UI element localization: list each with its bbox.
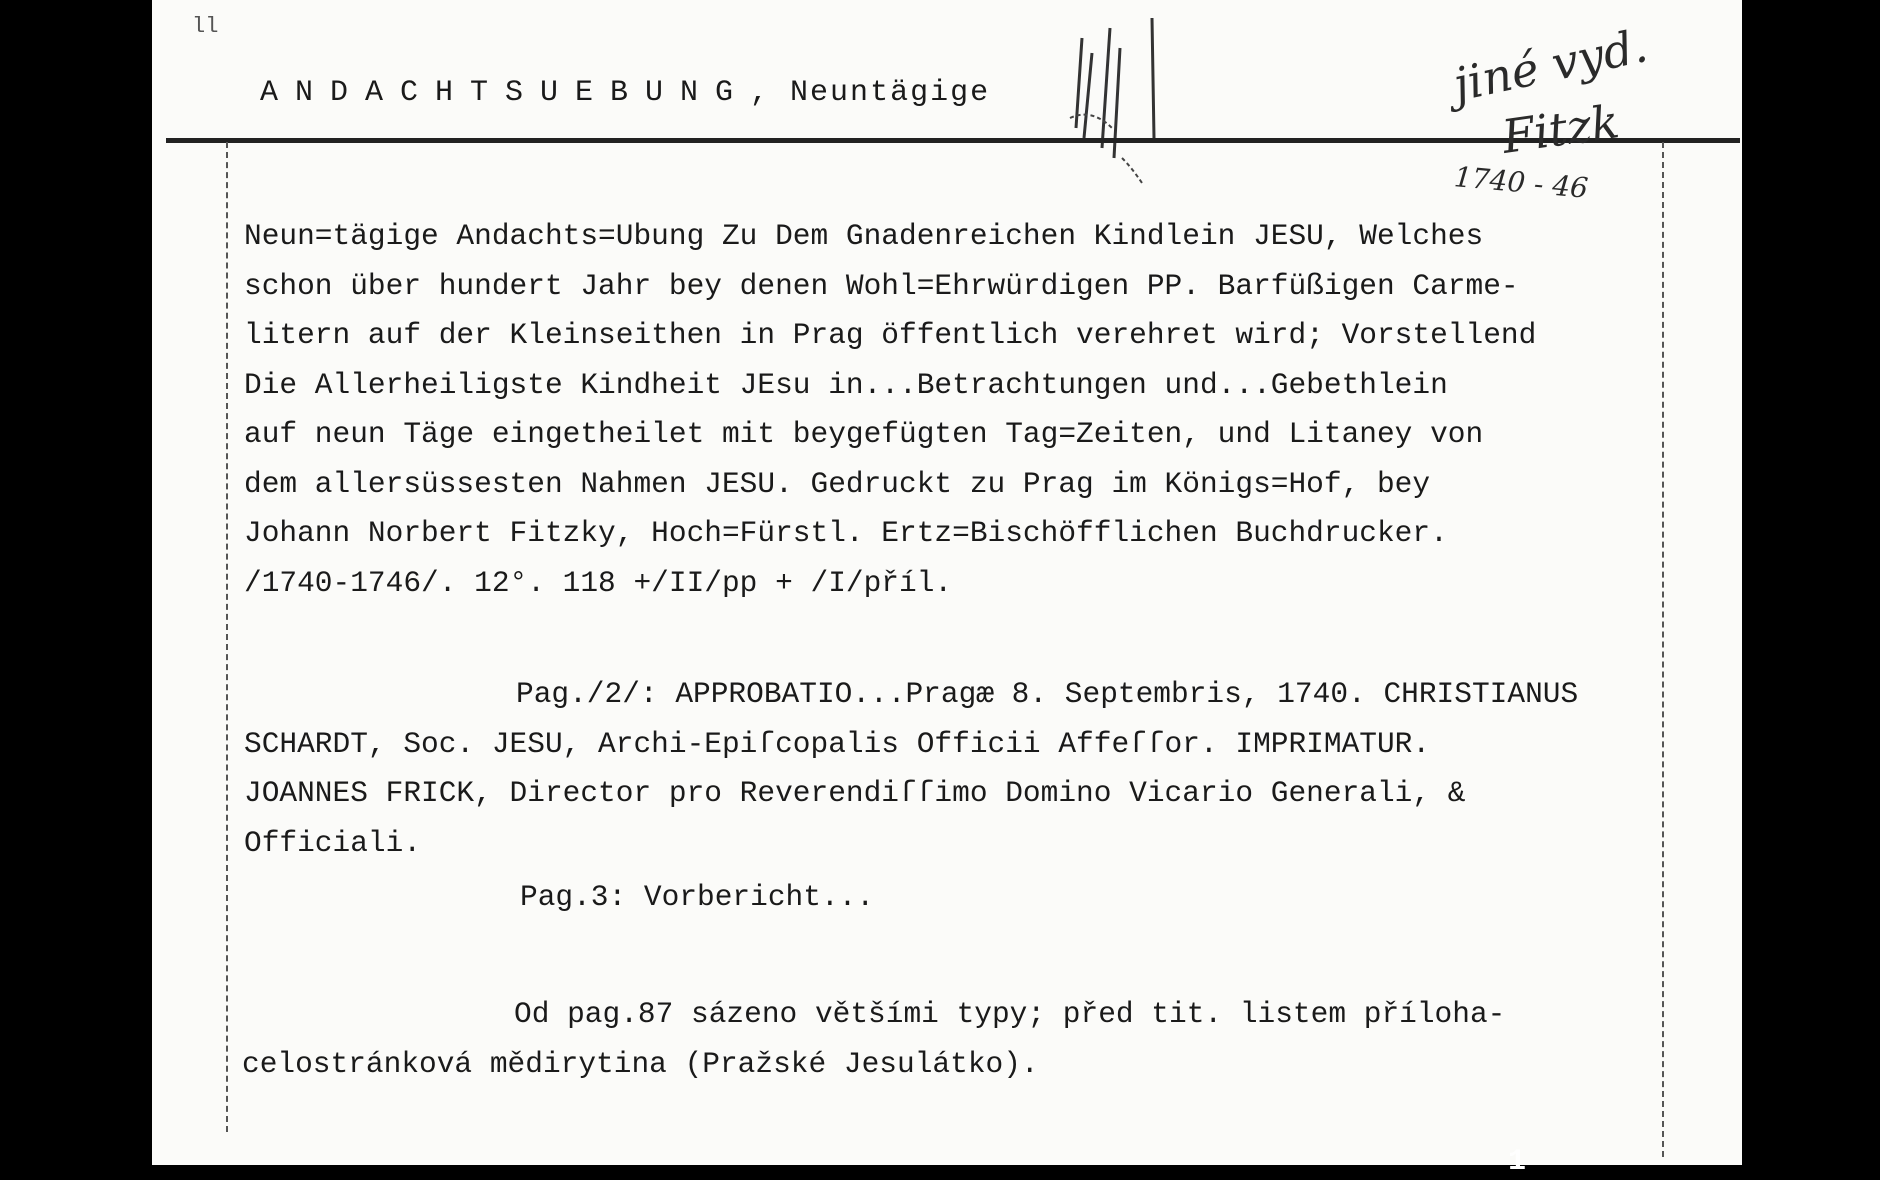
heading-keyword: ANDACHTSUEBUNG (260, 76, 751, 110)
handwritten-note: jiné vyd. (1448, 18, 1652, 112)
note-line: Od pag.87 sázeno většími typy; před tit. listem příloha- (514, 997, 1506, 1031)
card-heading (260, 76, 990, 110)
page-number: 1 (1508, 1145, 1527, 1179)
catalog-card (152, 0, 1742, 1165)
approbatio-line: JOANNES FRICK, Director pro Reverendiſſimo Domino Vicario Generali, & (244, 776, 1466, 810)
approbatio-paragraph (244, 670, 1578, 868)
pencil-scribble (1062, 8, 1182, 193)
entry-line: /1740-1746/. 12°. 118 +/II/pp + /I/příl. (244, 565, 953, 600)
approbatio-line: SCHARDT, Soc. JESU, Archi-Epiſcopalis Officii Affeſſor. IMPRIMATUR. (244, 726, 1431, 761)
entry-line: Neun=tägige Andachts=Ubung Zu Dem Gnadenreichen Kindlein JESU, Welches (244, 219, 1484, 253)
handwritten-printer-name: Fitzk (1498, 94, 1623, 164)
entry-line: Johann Norbert Fitzky, Hoch=Fürstl. Ertz=Bischöfflichen Buchdrucker. (244, 516, 1448, 550)
handwritten-years: 1740 - 46 (1452, 160, 1590, 205)
entry-line: auf neun Täge eingetheilet mit beygefügten Tag=Zeiten, und Litaney von (244, 417, 1484, 451)
entry-line: dem allersüssesten Nahmen JESU. Gedruckt zu Prag im Königs=Hof, bey (244, 466, 1431, 501)
entry-line: litern auf der Kleinseithen in Prag öffentlich verehret wird; Vorstellend (244, 318, 1537, 352)
vorbericht-line: Pag.3: Vorbericht... (520, 880, 875, 914)
note-paragraph (242, 990, 1505, 1089)
left-margin-rule (226, 142, 228, 1132)
entry-line: schon über hundert Jahr bey denen Wohl=Ehrwürdigen PP. Barfüßigen Carme- (244, 268, 1519, 303)
note-line: celostránková mědirytina (Pražské Jesulátko). (242, 1046, 1039, 1081)
approbatio-line: Pag./2/: APPROBATIO...Pragæ 8. Septembris, 1740. CHRISTIANUS (516, 677, 1579, 711)
entry-line: Die Allerheiligste Kindheit JEsu in...Betrachtungen und...Gebethlein (244, 367, 1448, 402)
heading-rest: , Neuntägige (750, 76, 991, 110)
bibliographic-entry (244, 212, 1684, 608)
corner-mark: ll (192, 14, 219, 39)
approbatio-line: Officiali. (244, 825, 422, 860)
